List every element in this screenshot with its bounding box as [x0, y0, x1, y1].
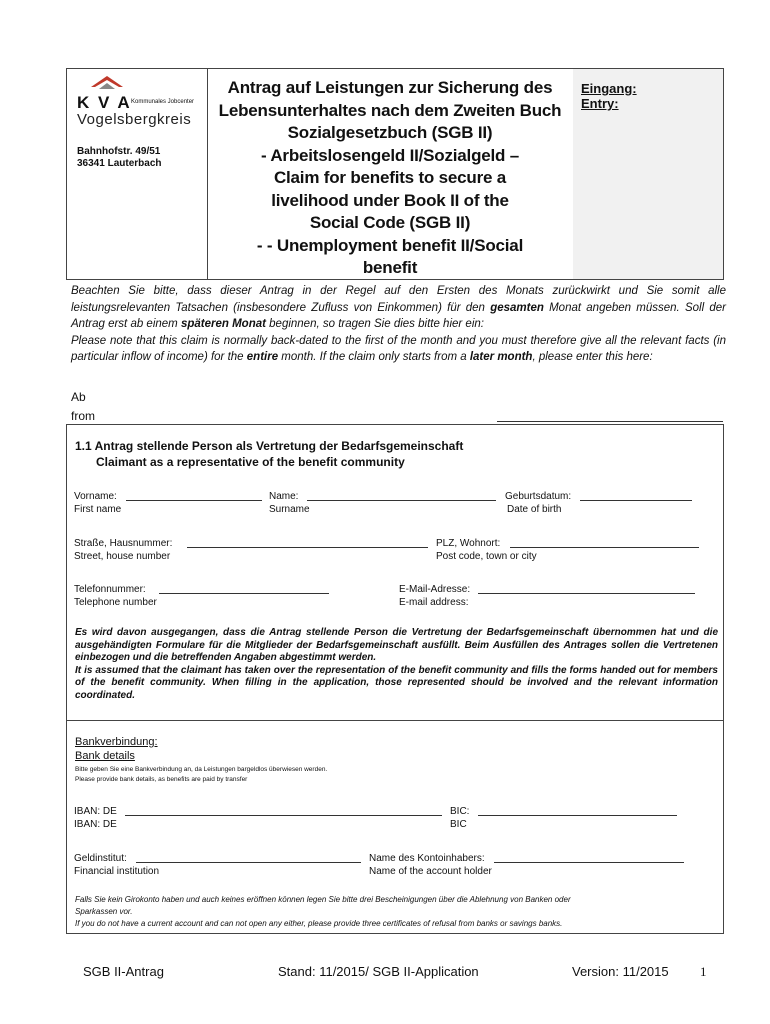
- surname-field[interactable]: [307, 500, 496, 501]
- postcode-field[interactable]: [510, 547, 699, 548]
- email-de-label: E-Mail-Adresse:: [399, 584, 471, 595]
- logo-cell: [67, 69, 208, 279]
- iban-en-label: IBAN: DE: [74, 819, 117, 830]
- assumption-de: Es wird davon ausgegangen, dass die Antrag stellende Person die Vertretung der Bedarfsgemeinschaft übernommen hat und die ausgehändigten Formulare für die Mitglieder der Bedarfsgemeinschaft ausfüllt. Beim Ausfüllen des Antrages sollen die Vertretenen einbezogen und die betreffenden Angaben abgestimmt werden.: [75, 627, 718, 664]
- title-line: Lebensunterhaltes nach dem Zweiten Buch: [218, 100, 562, 120]
- geldinstitut-label: Geldinstitut:: [74, 853, 127, 864]
- kontoinhaber-label: Name des Kontoinhabers:: [369, 853, 485, 864]
- notice-en: Please note that this claim is normally back-dated to the first of the month and you must therefore give all the relevant facts (in particular inflow of income) for the entire month. If the claim only starts from a later month, please enter this here:: [71, 334, 726, 363]
- bank-heading-de: Bankverbindung:: [75, 736, 158, 748]
- section-heading-en: Claimant as a representative of the benefit community: [96, 455, 405, 469]
- vorname-label: Vorname:: [74, 491, 117, 502]
- email-field[interactable]: [478, 593, 695, 594]
- title-cell: [207, 69, 574, 279]
- email-en-label: E-mail address:: [399, 597, 469, 608]
- telephone-field[interactable]: [159, 593, 329, 594]
- first-name-field[interactable]: [126, 500, 262, 501]
- street-label: Street, house number: [74, 551, 171, 562]
- eingang-text: Eingang:: [581, 81, 637, 96]
- strasse-label: Straße, Hausnummer:: [74, 538, 173, 549]
- financial-institution-field[interactable]: [136, 862, 361, 863]
- title-line: Claim for benefits to secure a: [273, 168, 507, 187]
- account-holder-label: Name of the account holder: [369, 866, 492, 877]
- iban-field[interactable]: [125, 815, 442, 816]
- financial-institution-label: Financial institution: [74, 866, 160, 877]
- section-divider: [66, 720, 724, 721]
- entry-text: Entry:: [581, 96, 619, 111]
- bank-note-en: Please provide bank details, as benefits are paid by transfer: [75, 776, 248, 783]
- assumption-en: It is assumed that the claimant has taken over the representation of the benefit community and fills the forms handed out for members of the benefit community. When filling in the application, those represented should be involved and the relevant information coordinated.: [75, 664, 718, 701]
- footer-version: Version: 11/2015: [572, 964, 669, 979]
- bic-field[interactable]: [478, 815, 677, 816]
- bank-note-de: Bitte geben Sie eine Bankverbindung an, da Leistungen bargeldlos überwiesen werden.: [75, 766, 328, 773]
- title-line: - Arbeitslosengeld II/Sozialgeld –: [260, 145, 519, 165]
- logo-region: Vogelsbergkreis: [77, 111, 192, 128]
- backdate-notice: [71, 283, 726, 366]
- bic-en-label: BIC: [450, 819, 467, 830]
- logo-roof-icon: [89, 73, 125, 91]
- footer-page-number: 1: [700, 964, 707, 979]
- title-line: Antrag auf Leistungen zur Sicherung des: [227, 78, 553, 97]
- assumption-text: [75, 627, 718, 703]
- eingang-label: [581, 81, 723, 111]
- surname-label: Surname: [269, 504, 310, 515]
- title-line: - - Unemployment benefit II/Social: [256, 235, 524, 255]
- logo-subtitle: Kommunales Jobcenter: [131, 99, 195, 105]
- title-line: Social Code (SGB II): [309, 213, 471, 232]
- street-field[interactable]: [187, 547, 428, 548]
- start-month-field[interactable]: [497, 421, 723, 422]
- date-of-birth-field[interactable]: [580, 500, 692, 501]
- plz-label: PLZ, Wohnort:: [436, 538, 501, 549]
- geburtsdatum-label: Geburtsdatum:: [505, 491, 572, 502]
- iban-de-label: IBAN: DE: [74, 806, 117, 817]
- account-holder-field[interactable]: [494, 862, 684, 863]
- office-address: [77, 146, 162, 170]
- from-label: from: [71, 409, 95, 423]
- postcode-label: Post code, town or city: [436, 551, 537, 562]
- ab-label: Ab: [71, 390, 86, 404]
- bic-de-label: BIC:: [450, 806, 470, 817]
- telephone-label: Telephone number: [74, 597, 157, 608]
- name-label: Name:: [269, 491, 299, 502]
- date-of-birth-label: Date of birth: [507, 504, 562, 515]
- title-line: livelihood under Book II of the: [271, 190, 509, 210]
- bank-heading-en: Bank details: [75, 750, 135, 762]
- footer-stand: Stand: 11/2015/ SGB II-Application: [278, 964, 479, 979]
- notice-de: Beachten Sie bitte, dass dieser Antrag in der Regel auf den Ersten des Monats zurückwirkt und Sie somit alle leistungsrelevanten Tatsachen (insbesondere Zufluss von Einkommen) für den gesamten Monat angeben müssen. Soll der Antrag erst ab einem späteren Monat beginnen, so tragen Sie dies bitte hier ein:: [71, 285, 726, 330]
- girokonto-en: If you do not have a current account and can not open any either, please provide three certificates of refusal from banks or savings banks.: [75, 919, 563, 928]
- entry-stamp-cell[interactable]: [573, 69, 723, 279]
- first-name-label: First name: [74, 504, 122, 515]
- girokonto-de-1: Falls Sie kein Girokonto haben und auch keines eröffnen können legen Sie bitte drei Bescheinigungen über die Ablehnung von Banken oder: [75, 895, 571, 904]
- girokonto-de-2: Sparkassen vor.: [75, 907, 133, 916]
- title-line: benefit: [362, 258, 418, 277]
- telefon-label: Telefonnummer:: [74, 584, 146, 595]
- address-line-2: 36341 Lauterbach: [77, 158, 162, 169]
- section-heading-de: 1.1 Antrag stellende Person als Vertretung der Bedarfsgemeinschaft: [75, 439, 464, 453]
- address-line-1: Bahnhofstr. 49/51: [77, 146, 161, 157]
- title-line: Sozialgesetzbuch (SGB II): [287, 123, 493, 142]
- form-title: [207, 77, 573, 280]
- header-table: [66, 68, 724, 280]
- footer-form-name: SGB II-Antrag: [83, 964, 164, 979]
- logo-letters: K V A: [77, 93, 132, 112]
